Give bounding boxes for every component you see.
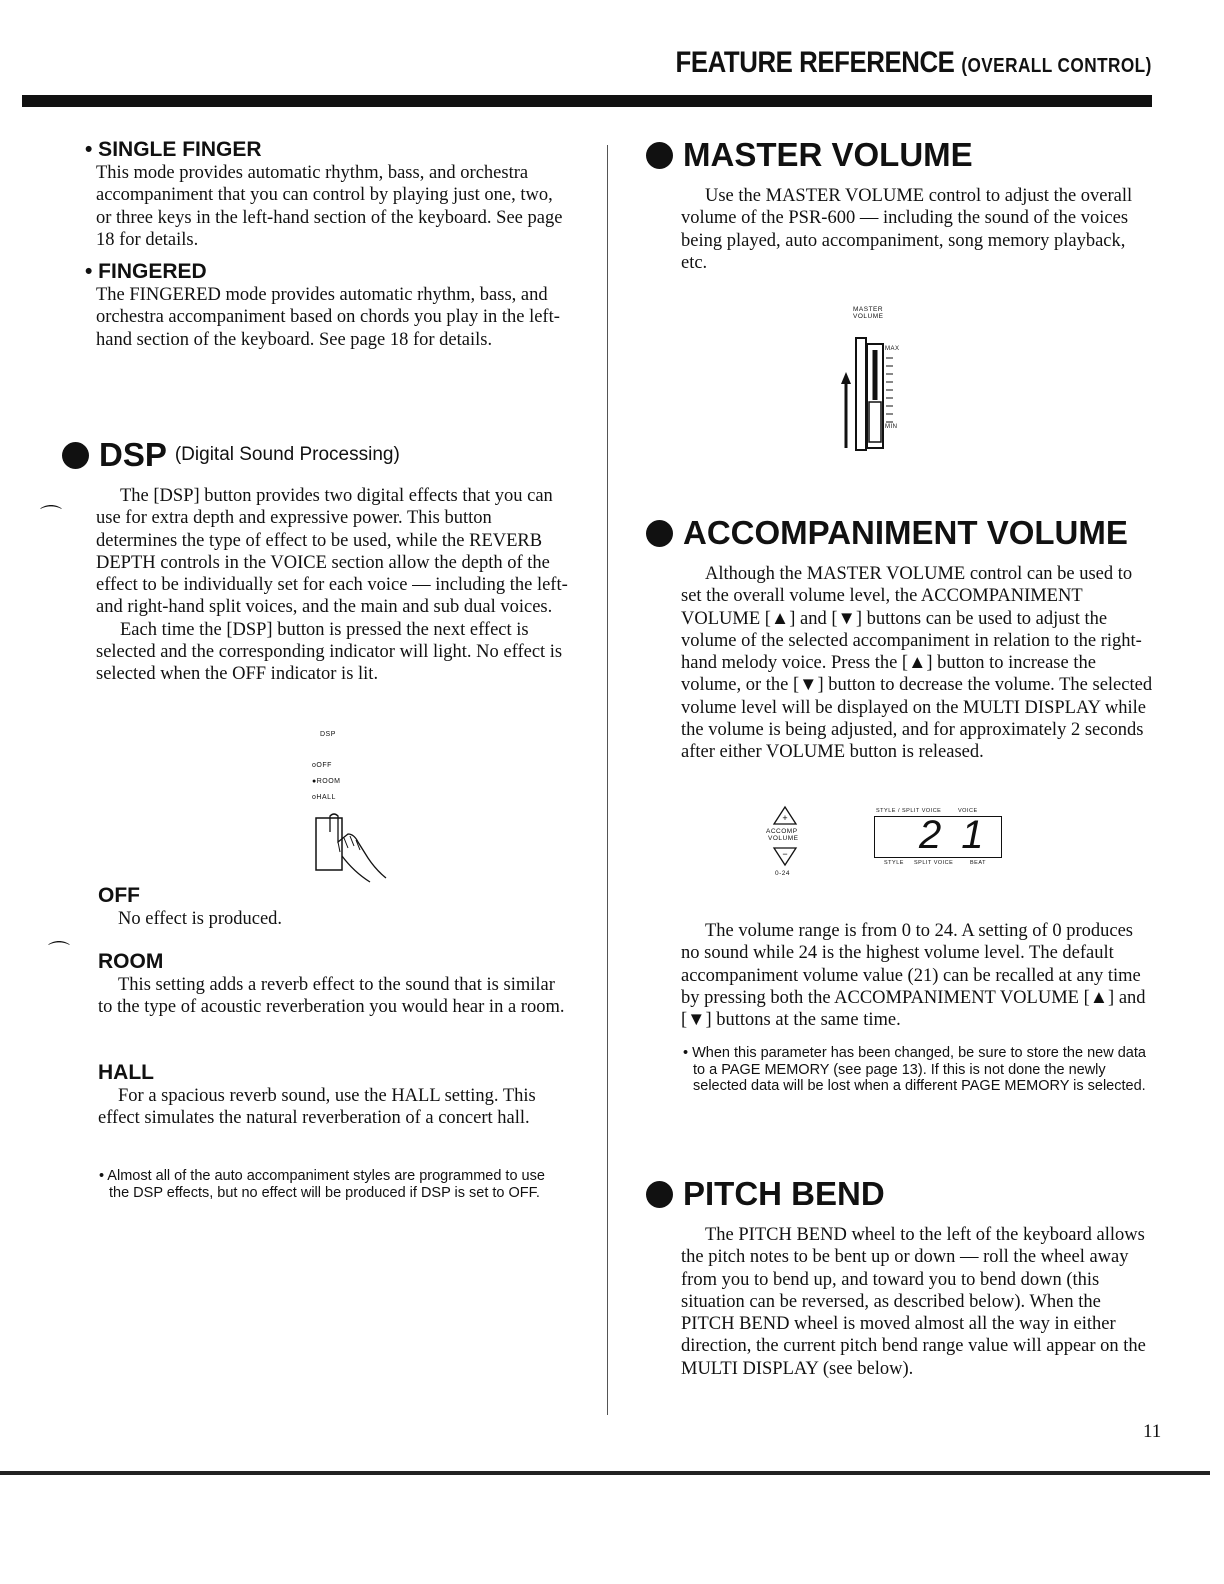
single-finger-body: This mode provides automatic rhythm, bass, and orchestra accompaniment that you can control by playing just one, two, or three keys in the left-hand section of the keyboard. See page 18 for details. [96,163,563,250]
hall-heading: HALL [98,1061,154,1084]
accomp-volume-heading: ACCOMPANIMENT VOLUME [646,514,1128,552]
master-volume-body: Use the MASTER VOLUME control to adjust the overall volume of the PSR-600 — including the sound of the voices being played, auto accompaniment, song memory playback, etc. [681,186,1133,273]
margin-mark: ⌒ [48,940,71,965]
dsp-indicator-room: ●ROOM [312,778,341,785]
off-body: No effect is produced. [118,909,283,929]
svg-text:−: − [782,849,788,859]
hall-body: For a spacious reverb sound, use the HALL setting. This effect simulates the natural reverberation of a concert hall. [98,1086,536,1129]
fingered-heading: • FINGERED [85,260,207,283]
hall-section [98,1061,573,1130]
dsp-para2: Each time the [DSP] button is pressed the next effect is selected and the corresponding indicator will light. No effect is selected when the OFF indicator is lit. [96,619,563,685]
single-finger-section [85,138,570,251]
min-label: MIN [885,424,898,430]
dsp-para1: The [DSP] button provides two digital effects that you can use for extra depth and expressive power. This button determines the type of effect to be used, while the REVERB DEPTH controls in the VOICE section allow the depth of the effect to be individually set for each voice — including the left- and right-hand split voices, and the main and sub dual voices. [96,486,568,618]
accomp-volume-note: • When this parameter has been changed, be sure to store the new data to a PAGE MEMORY (see page 13). If this is not done the newly selected data will be lost when a different PAGE MEMORY is selected. [683,1045,1146,1094]
dsp-body [96,485,571,686]
page-number: 11 [1143,1421,1162,1442]
pressing-hand-icon [314,812,394,884]
header-rule [22,95,1152,107]
multi-display [874,813,1004,858]
margin-mark: ⌒ [40,504,63,529]
dsp-heading: DSP (Digital Sound Processing) [62,436,400,474]
accomp-volume-range: The volume range is from 0 to 24. A setting of 0 produces no sound while 24 is the highest volume level. The default accompaniment volume value (21) can be recalled at any time by pressing both the ACCOMPANIMENT VOLUME [▲] and [▼] buttons at the same time. [681,921,1146,1031]
page-header [676,46,1152,80]
dsp-note: • Almost all of the auto accompaniment styles are programmed to use the DSP effects, but no effect will be produced if DSP is set to OFF. [99,1168,545,1201]
off-section [98,884,573,930]
bullet-icon [646,520,673,547]
max-label: MAX [885,346,900,352]
bullet-icon [646,1181,673,1208]
off-heading: OFF [98,884,140,907]
room-section [98,950,573,1019]
room-heading: ROOM [98,950,164,973]
svg-text:+: + [782,813,788,823]
master-volume-heading: MASTER VOLUME [646,136,973,174]
accomp-volume-diagram: + − ACCOMP VOLUME 0-24 STYLE / SPLIT VOICE VOICE 21 STYLE SPLIT VOICE BEAT [762,804,1022,884]
header-subtitle: (OVERALL CONTROL) [961,55,1152,77]
dsp-diagram [300,728,420,888]
footer-rule [0,1471,1210,1475]
volume-slider-icon [836,336,916,456]
header-title: FEATURE REFERENCE [675,46,955,79]
single-finger-heading: • SINGLE FINGER [85,138,262,161]
bullet-icon [646,142,673,169]
accomp-volume-body: Although the MASTER VOLUME control can be used to set the overall volume level, the ACCOMPANIMENT VOLUME [▲] and [▼] buttons can be used to adjust the volume of the selected accompaniment in relation to the right-hand melody voice. Press the [▲] button to increase the volume, or the [▼] button to decrease the volume. The selected volume level will be displayed on the MULTI DISPLAY while the volume is being adjusted, and for approximately 2 seconds after either VOLUME button is released. [681,564,1153,763]
fingered-body: The FINGERED mode provides automatic rhythm, bass, and orchestra accompaniment based on chords you play in the left-hand section of the keyboard. See page 18 for details. [96,285,560,350]
room-body: This setting adds a reverb effect to the sound that is similar to the type of acoustic reverberation you would hear in a room. [98,975,565,1018]
bullet-icon [62,442,89,469]
fingered-section [85,260,570,351]
dsp-label: DSP [320,731,336,738]
dsp-indicator-hall: oHALL [312,794,336,801]
display-value: 21 [919,813,1004,857]
master-volume-diagram: MASTER VOLUME MAX MIN [836,306,916,456]
pitch-bend-body: The PITCH BEND wheel to the left of the keyboard allows the pitch notes to be bent up or down — roll the wheel away from you to bend up, and toward you to bend down (this situation can be reversed, as described below). When the PITCH BEND wheel is moved almost all the way in either direction, the current pitch bend range value will appear on the MULTI DISPLAY (see below). [681,1225,1146,1379]
column-divider [607,145,608,1415]
pitch-bend-heading: PITCH BEND [646,1175,885,1213]
dsp-indicator-off: oOFF [312,762,332,769]
